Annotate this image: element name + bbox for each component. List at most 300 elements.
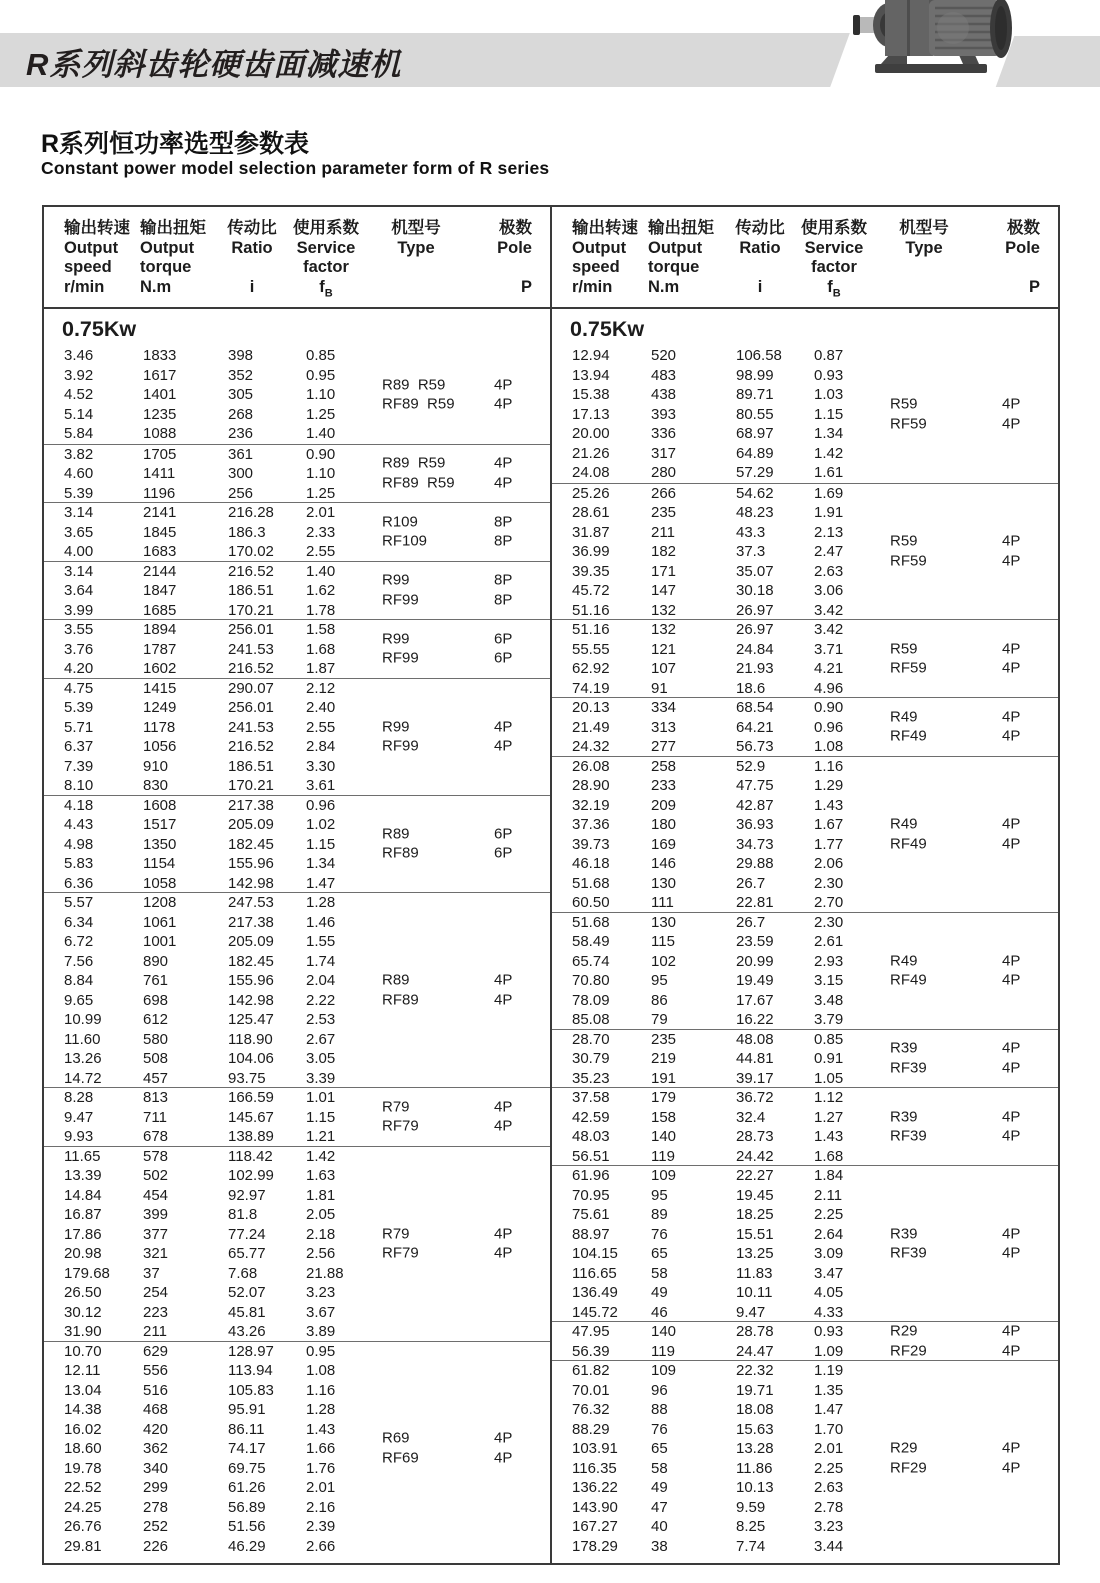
cell-type [382,1097,419,1136]
cell-ratio: 113.94 [228,1362,273,1379]
cell-ratio: 104.06 [228,1050,274,1067]
cell-ratio: 170.21 [228,601,274,619]
cell-service-factor: 1.40 [306,425,336,442]
type-line: RF99 [382,649,419,667]
cell-output-torque: 258 [651,757,677,775]
table-row [64,659,550,679]
table-row [64,1108,550,1128]
cell-output-speed: 29.81 [64,1537,102,1555]
cell-output-speed: 178.29 [572,1537,618,1555]
table-row [64,1361,550,1381]
cell-ratio: 26.97 [736,621,774,638]
cell-ratio: 61.26 [228,1479,266,1496]
cell-ratio: 217.38 [228,796,274,814]
column-header-en1: Service [296,238,356,257]
cell-service-factor: 3.39 [306,1069,336,1087]
cell-ratio: 80.55 [736,405,774,423]
cell-ratio: 42.87 [736,796,774,814]
type-line: RF89 R59 [382,474,455,492]
cell-output-torque: 321 [143,1245,169,1262]
table-row [572,366,1058,386]
cell-output-speed: 74.19 [572,679,610,697]
cell-output-torque: 1894 [143,621,177,638]
cell-output-speed: 32.19 [572,796,610,814]
cell-output-torque: 1249 [143,699,177,716]
cell-output-speed: 8.84 [64,972,94,989]
cell-output-torque: 254 [143,1284,169,1301]
cell-service-factor: 0.96 [306,796,336,814]
type-line: RF99 [382,591,419,609]
cell-ratio: 145.67 [228,1108,274,1126]
cell-output-torque: 556 [143,1362,169,1379]
cell-service-factor: 2.55 [306,718,336,736]
cell-service-factor: 3.06 [814,582,844,599]
pole-line: 6P [494,649,513,667]
cell-service-factor: 1.68 [814,1147,844,1165]
cell-output-torque: 89 [651,1206,668,1223]
cell-output-speed: 88.29 [572,1420,610,1438]
table-row [64,1186,550,1206]
cell-output-torque: 226 [143,1537,169,1555]
cell-output-speed: 61.82 [572,1362,610,1379]
cell-ratio: 352 [228,366,254,384]
column-header [792,219,876,303]
cell-ratio: 256.01 [228,699,274,716]
type-line: RF49 [890,727,927,745]
cell-service-factor: 1.09 [814,1342,844,1360]
type-line: R79 [382,1225,410,1242]
cell-ratio: 182.45 [228,952,274,970]
table-row [64,1147,550,1167]
cell-output-speed: 12.11 [64,1362,101,1379]
cell-ratio: 32.4 [736,1108,766,1126]
cell-output-torque: 420 [143,1420,169,1438]
cell-output-torque: 813 [143,1089,169,1106]
data-group [552,1029,1058,1088]
cell-ratio: 11.83 [736,1264,773,1282]
table-row [64,737,550,757]
cell-output-speed: 39.35 [572,562,610,580]
cell-service-factor: 21.88 [306,1264,344,1282]
cell-ratio: 47.75 [736,777,774,794]
cell-output-torque: 211 [651,523,675,541]
gear-motor-image [845,0,1025,84]
cell-ratio: 64.21 [736,718,774,736]
cell-output-torque: 119 [651,1147,675,1165]
cell-service-factor: 3.67 [306,1303,336,1321]
data-group [552,912,1058,1029]
column-header-zh: 传动比 [227,219,277,237]
type-line: RF29 [890,1342,927,1359]
table-row [64,952,550,972]
cell-ratio: 24.84 [736,640,774,658]
cell-service-factor: 1.08 [306,1362,336,1379]
column-header-en2 [882,258,966,278]
cell-type [890,951,927,990]
cell-ratio: 13.25 [736,1245,774,1262]
column-header-zh: 输出转速 [64,219,130,237]
cell-type [382,1224,419,1263]
cell-ratio: 300 [228,465,254,482]
column-header-unit: $f_B$ [827,277,841,299]
cell-service-factor: 2.70 [814,894,844,911]
cell-output-torque: 457 [143,1069,169,1087]
cell-output-speed: 3.64 [64,582,94,599]
column-header-en2 [222,258,282,278]
pole-line: 4P [1002,1127,1021,1145]
data-group [44,1087,550,1146]
cell-ratio: 37.3 [736,543,766,560]
table-row [572,1342,1058,1362]
cell-ratio: 205.09 [228,933,274,950]
type-line: RF79 [382,1244,419,1262]
table-row [64,1166,550,1186]
cell-ratio: 24.42 [736,1147,774,1165]
pole-line: 6P [494,630,513,648]
cell-service-factor: 2.93 [814,952,844,970]
cell-output-torque: 96 [651,1381,668,1399]
cell-output-torque: 76 [651,1420,668,1438]
type-line: RF79 [382,1117,419,1135]
cell-output-torque: 1411 [143,465,176,482]
cell-output-torque: 65 [651,1245,668,1262]
pole-line: 4P [1002,1059,1021,1077]
cell-output-torque: 179 [651,1089,677,1106]
cell-ratio: 217.38 [228,913,274,931]
column-header-en2: speed [572,258,620,276]
cell-output-speed: 19.78 [64,1459,102,1477]
cell-service-factor: 1.42 [306,1147,336,1165]
cell-service-factor: 1.91 [814,504,844,521]
cell-output-speed: 8.10 [64,777,94,794]
cell-ratio: 236 [228,425,254,442]
cell-output-torque: 612 [143,1011,169,1028]
cell-output-speed: 28.90 [572,777,610,794]
pole-line: 4P [494,474,513,492]
cell-service-factor: 2.18 [306,1225,336,1243]
cell-output-torque: 1350 [143,835,177,853]
table-row [572,562,1058,582]
cell-output-torque: 578 [143,1147,169,1165]
cell-output-speed: 5.71 [64,718,94,736]
table-row [572,757,1058,777]
cell-pole [494,824,512,863]
cell-output-torque: 79 [651,1011,668,1028]
cell-output-speed: 28.70 [572,1030,610,1048]
cell-pole [494,971,512,1010]
cell-output-speed: 3.99 [64,601,94,619]
cell-ratio: 247.53 [228,894,274,911]
cell-output-torque: 1415 [143,679,177,697]
cell-service-factor: 1.10 [306,465,336,482]
table-row [64,796,550,816]
cell-output-torque: 132 [651,601,677,619]
cell-ratio: 22.81 [736,894,774,911]
data-group [552,483,1058,620]
pole-line: 4P [1002,395,1021,413]
pole-line: 4P [494,395,513,413]
pole-line: 4P [494,454,513,472]
cell-output-speed: 39.73 [572,835,610,853]
column-header-en1: Output [572,238,627,257]
cell-service-factor: 2.25 [814,1459,844,1477]
cell-output-torque: 336 [651,425,677,442]
cell-output-torque: 277 [651,738,677,755]
cell-service-factor: 1.87 [306,660,336,677]
cell-output-speed: 18.60 [64,1440,102,1457]
table-row [64,562,550,582]
cell-output-torque: 121 [651,640,677,658]
cell-service-factor: 2.40 [306,699,336,716]
table-row [64,893,550,913]
cell-service-factor: 1.61 [814,464,844,481]
cell-ratio: 43.26 [228,1323,266,1340]
column-header-zh: 机型号 [391,219,441,237]
pole-line: 4P [1002,640,1021,657]
type-line: RF49 [890,971,927,989]
table-row [572,1283,1058,1303]
column-header-unit: r/min [64,277,105,296]
cell-pole [1002,1439,1020,1478]
cell-service-factor: 1.35 [814,1381,844,1399]
type-line: R99 [382,718,410,735]
cell-service-factor: 1.02 [306,816,336,833]
cell-output-speed: 28.61 [572,504,610,521]
pole-line: 4P [494,1244,513,1262]
table-row [572,874,1058,894]
cell-service-factor: 2.25 [814,1206,844,1223]
cell-output-torque: 1517 [143,816,177,833]
type-line: R69 [382,1429,410,1447]
cell-type [890,1322,927,1361]
cell-output-speed: 13.26 [64,1050,102,1067]
cell-output-torque: 102 [651,952,677,970]
cell-ratio: 56.89 [228,1498,266,1516]
table-row [64,698,550,718]
cell-service-factor: 0.95 [306,366,336,384]
column-header-en2: torque [648,258,700,276]
cell-service-factor: 0.85 [306,347,336,364]
cell-output-speed: 10.99 [64,1011,102,1028]
type-line: RF89 [382,844,419,862]
column-header-en2 [468,258,532,278]
table-row [572,952,1058,972]
cell-output-torque: 95 [651,972,668,989]
type-line: R89 [382,825,410,843]
cell-output-speed: 20.13 [572,699,610,716]
cell-output-speed: 5.57 [64,894,94,911]
cell-ratio: 15.63 [736,1420,774,1438]
cell-output-torque: 211 [143,1323,167,1340]
column-header-zh: 传动比 [735,219,785,237]
table-row [572,1069,1058,1089]
cell-output-speed: 14.38 [64,1401,102,1418]
cell-ratio: 28.78 [736,1323,774,1340]
table-row [64,1322,550,1342]
cell-output-speed: 3.65 [64,523,94,541]
cell-service-factor: 1.34 [814,425,844,442]
table-row [64,1420,550,1440]
cell-service-factor: 4.33 [814,1303,844,1321]
cell-output-speed: 4.98 [64,835,94,853]
cell-pole [494,629,512,668]
cell-output-torque: 278 [143,1498,169,1516]
table-row [64,679,550,699]
cell-output-torque: 47 [651,1498,668,1516]
column-header-en2: torque [140,258,192,276]
cell-output-torque: 107 [651,660,677,677]
type-line: RF59 [890,659,927,677]
cell-output-torque: 678 [143,1128,169,1145]
table-row [64,718,550,738]
cell-output-speed: 25.26 [572,484,610,502]
cell-pole [1002,1107,1020,1146]
cell-output-torque: 830 [143,777,169,794]
cell-type [890,1039,927,1078]
cell-service-factor: 2.30 [814,874,844,892]
cell-pole [494,454,512,493]
cell-service-factor: 0.95 [306,1342,336,1360]
cell-ratio: 186.51 [228,757,274,775]
cell-output-speed: 145.72 [572,1303,618,1321]
type-line: RF39 [890,1244,927,1262]
table-row [572,1186,1058,1206]
cell-service-factor: 3.15 [814,972,844,989]
cell-ratio: 105.83 [228,1381,274,1399]
cell-service-factor: 3.42 [814,601,844,619]
cell-output-speed: 70.95 [572,1186,610,1204]
cell-output-speed: 51.16 [572,621,610,638]
cell-ratio: 45.81 [228,1303,266,1321]
cell-type [890,1107,927,1146]
cell-output-speed: 78.09 [572,991,610,1009]
cell-output-torque: 1208 [143,894,177,911]
cell-output-torque: 91 [651,679,668,697]
type-line: R39 [890,1108,918,1125]
cell-service-factor: 1.15 [306,835,336,853]
type-line: RF39 [890,1059,927,1077]
cell-type [382,512,427,551]
type-line: RF69 [382,1449,419,1467]
cell-service-factor: 2.12 [306,679,336,697]
cell-output-torque: 65 [651,1440,668,1457]
cell-ratio: 241.53 [228,640,274,658]
column-header-zh: 输出扭矩 [648,219,714,237]
cell-output-torque: 58 [651,1264,668,1282]
cell-service-factor: 1.63 [306,1167,336,1184]
column-header-unit: P [520,277,532,296]
type-line: R49 [890,708,918,726]
cell-output-speed: 6.37 [64,738,94,755]
pole-line: 4P [494,1225,513,1242]
cell-pole [1002,1039,1020,1078]
table-row [572,1127,1058,1147]
cell-output-torque: 235 [651,1030,677,1048]
cell-output-speed: 31.87 [572,523,610,541]
table-row [572,463,1058,483]
cell-output-torque: 109 [651,1362,677,1379]
table-row [64,1517,550,1537]
data-group [552,1360,1058,1555]
cell-service-factor: 0.90 [814,699,844,716]
cell-ratio: 256.01 [228,621,274,638]
cell-type [382,717,419,756]
cell-output-speed: 20.00 [572,425,610,442]
cell-pole [1002,815,1020,854]
cell-output-torque: 1061 [143,913,177,931]
cell-output-torque: 140 [651,1323,677,1340]
cell-type [890,639,927,678]
cell-service-factor: 3.61 [306,777,336,794]
table-row [64,1069,550,1089]
cell-output-speed: 9.65 [64,991,94,1009]
cell-service-factor: 1.05 [814,1069,844,1087]
table-row [572,1147,1058,1167]
cell-service-factor: 3.30 [306,757,336,775]
cell-pole [494,717,512,756]
cell-output-speed: 60.50 [572,894,610,911]
table-row [64,620,550,640]
table-row [64,503,550,523]
table-row [64,366,550,386]
cell-service-factor: 1.34 [306,855,336,872]
cell-output-torque: 580 [143,1030,169,1048]
cell-ratio: 19.45 [736,1186,774,1204]
cell-service-factor: 1.08 [814,738,844,755]
cell-service-factor: 0.87 [814,347,844,364]
cell-ratio: 19.71 [736,1381,774,1399]
column-header-en2 [976,258,1040,278]
cell-output-speed: 4.43 [64,816,94,833]
cell-ratio: 305 [228,386,254,403]
cell-ratio: 155.96 [228,972,274,989]
type-line: RF49 [890,835,927,852]
cell-output-speed: 179.68 [64,1264,110,1282]
cell-output-torque: 49 [651,1284,668,1301]
cell-ratio: 216.28 [228,504,274,521]
cell-output-speed: 136.22 [572,1479,618,1496]
column-header [374,219,458,297]
type-line: R59 [890,640,918,657]
cell-output-torque: 502 [143,1167,169,1184]
pole-line: 4P [494,1098,513,1116]
cell-output-torque: 1196 [143,484,176,502]
cell-ratio: 43.3 [736,523,766,541]
type-line: R99 [382,630,410,648]
table-row [64,1088,550,1108]
cell-ratio: 39.17 [736,1069,774,1087]
column-header-en1: Type [397,238,435,257]
cell-output-torque: 1787 [143,640,177,658]
cell-output-torque: 191 [651,1069,677,1087]
cell-ratio: 26.7 [736,874,766,892]
column-header-en1: Ratio [739,238,781,257]
cell-ratio: 10.11 [736,1284,773,1301]
banner-title: R系列斜齿轮硬齿面减速机 [26,47,402,82]
cell-service-factor: 1.47 [306,874,336,892]
cell-service-factor: 2.30 [814,913,844,931]
cell-type [890,1439,927,1478]
cell-service-factor: 0.85 [814,1030,844,1048]
cell-service-factor: 2.01 [306,1479,336,1496]
column-header [882,219,966,297]
table-row [572,659,1058,679]
column-header-en1: Output [64,238,119,257]
cell-output-speed: 13.04 [64,1381,102,1399]
table-row [64,1225,550,1245]
cell-ratio: 9.59 [736,1498,766,1516]
cell-output-torque: 86 [651,991,668,1009]
